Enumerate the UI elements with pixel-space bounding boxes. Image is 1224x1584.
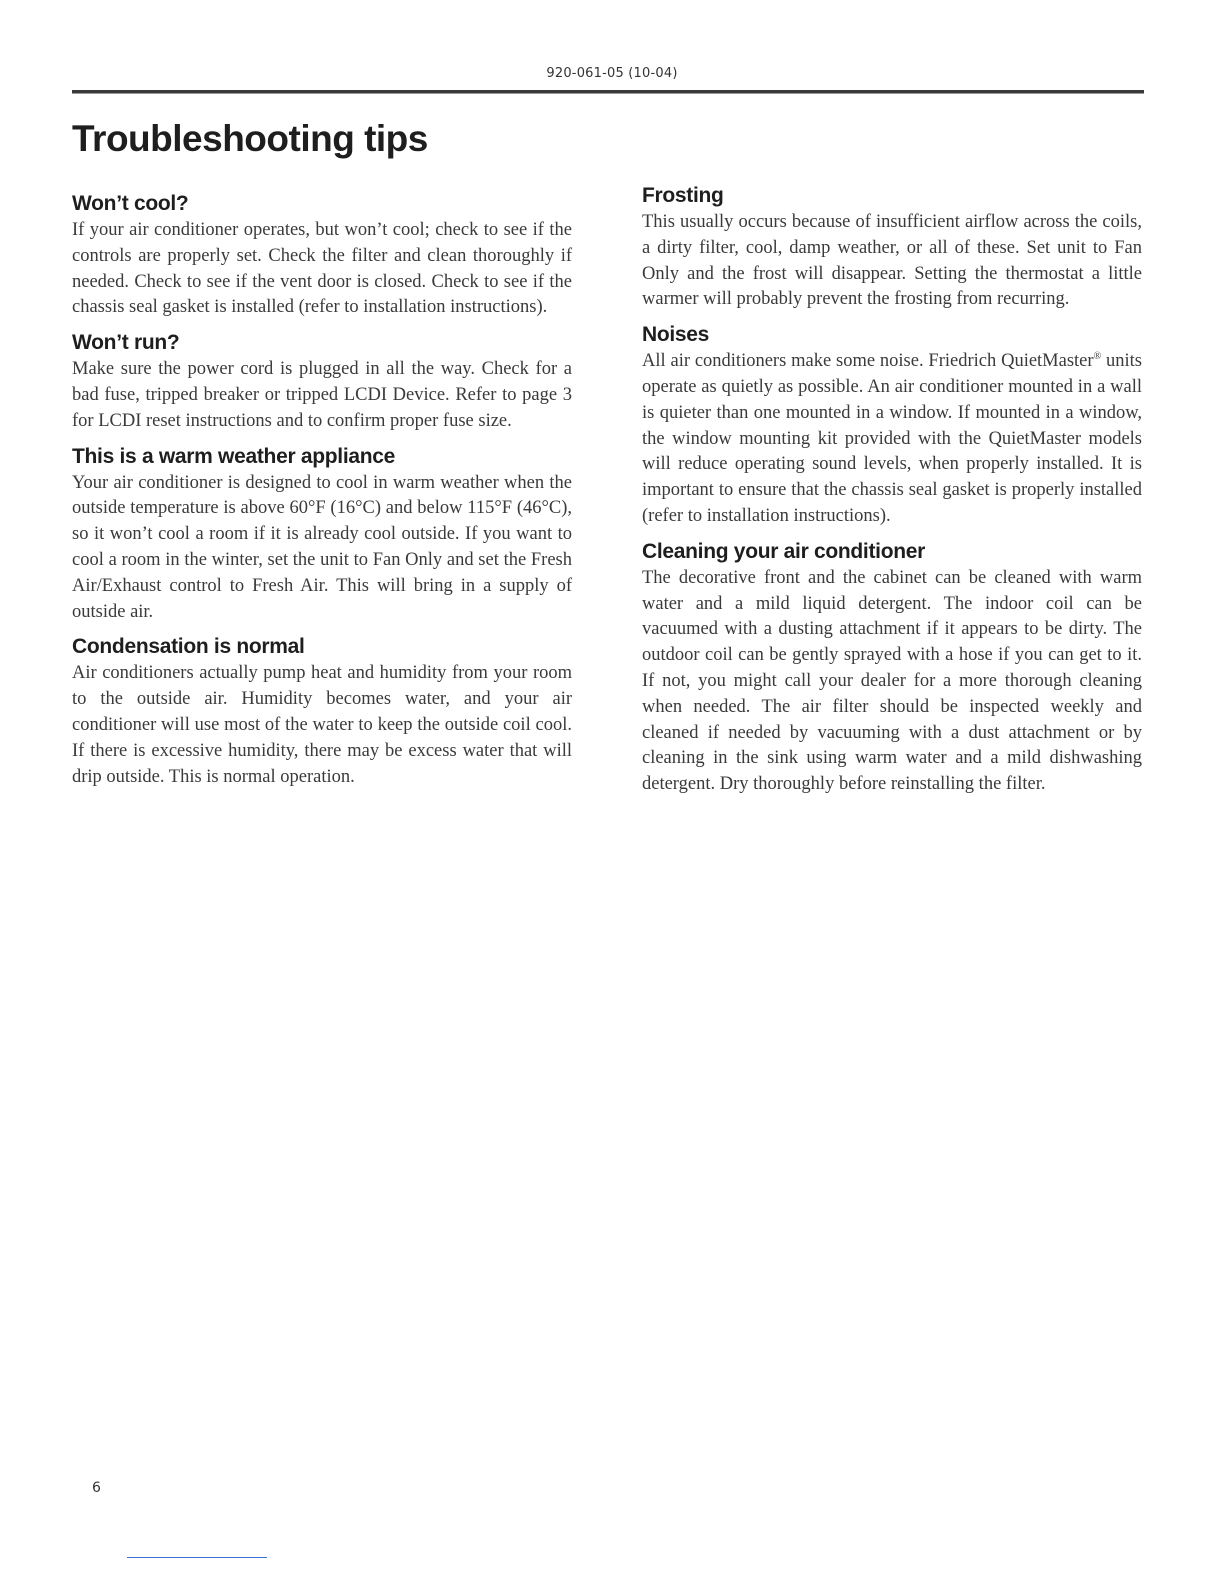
right-column	[642, 184, 1142, 808]
section-body: This usually occurs because of insufficient airflow across the coils, a dirty filter, cool, damp weather, or all of these. Set unit to Fan Only and the frost will disappear. Setting the thermostat a little warmer will probably prevent the frosting from recurring.	[642, 212, 1142, 310]
section-cleaning	[642, 540, 1142, 798]
body-text-end: units operate as quietly as possible. An air conditioner mounted in a wall is quieter than one mounted in a window. If mounted in a window, the window mounting kit provided with the QuietMaster models will reduce operating sound levels, when properly installed. It is important to ensure that the chassis seal gasket is properly installed (refer to installation instructions).	[642, 351, 1142, 526]
section-body: The decorative front and the cabinet can be cleaned with warm water and a mild liquid detergent. The indoor coil can be vacuumed with a dusting attachment if it appears to be dirty. The outdoor coil can be gently sprayed with a hose if you can get to it. If not, you might call your dealer for a more thorough cleaning when needed. The air filter should be inspected weekly and cleaned if needed by vacuuming with a dust attachment or by cleaning in the sink using warm water and a mild dishwashing detergent. Dry thoroughly before reinstalling the filter.	[642, 567, 1142, 795]
section-heading: Cleaning your air conditioner	[642, 539, 926, 563]
section-heading: Condensation is normal	[72, 635, 305, 659]
section-frosting	[642, 184, 1142, 313]
section-noises	[642, 323, 1142, 530]
header-rule	[72, 90, 1144, 94]
section-heading: Frosting	[642, 184, 724, 207]
section-wont-run	[72, 331, 572, 434]
section-body: If your air conditioner operates, but won’t cool; check to see if the controls are properly set. Check the filter and clean thoroughly if needed. Check to see if the vent door is closed. Check to see if the chassis seal gasket is installed (refer to installation instructions).	[72, 220, 572, 318]
section-heading: Won’t run?	[72, 331, 180, 355]
page-number: 6	[92, 1480, 101, 1496]
section-warm-weather	[72, 445, 572, 626]
section-heading: Won’t cool?	[72, 192, 189, 215]
registered-mark: ®	[1093, 351, 1102, 363]
footer-line	[127, 1557, 267, 1558]
left-column	[72, 192, 572, 800]
section-body: Make sure the power cord is plugged in all the way. Check for a bad fuse, tripped breaker or tripped LCDI Device. Refer to page 3 for LCDI reset instructions and to confirm proper fuse size.	[72, 359, 572, 431]
section-body: Air conditioners actually pump heat and humidity from your room to the outside air. Humidity becomes water, and your air conditioner will use most of the water to keep the outside coil cool. If there is excessive humidity, there may be excess water that will drip outside. This is normal operation.	[72, 663, 572, 787]
section-body	[642, 349, 1142, 530]
section-condensation	[72, 635, 572, 790]
section-heading: This is a warm weather appliance	[72, 444, 396, 468]
section-wont-cool	[72, 192, 572, 321]
document-number: 920-061-05 (10-04)	[546, 66, 678, 81]
body-text-start: All air conditioners make some noise. Friedrich QuietMaster	[642, 351, 1094, 372]
section-body: Your air conditioner is designed to cool in warm weather when the outside temperature is above 60°F (16°C) and below 115°F (46°C), so it won’t cool a room if it is already cool outside. If you want to cool a room in the winter, set the unit to Fan Only and set the Fresh Air/Exhaust control to Fresh Air. This will bring in a supply of outside air.	[72, 472, 572, 622]
section-heading: Noises	[642, 323, 710, 347]
page-title: Troubleshooting tips	[72, 118, 428, 159]
